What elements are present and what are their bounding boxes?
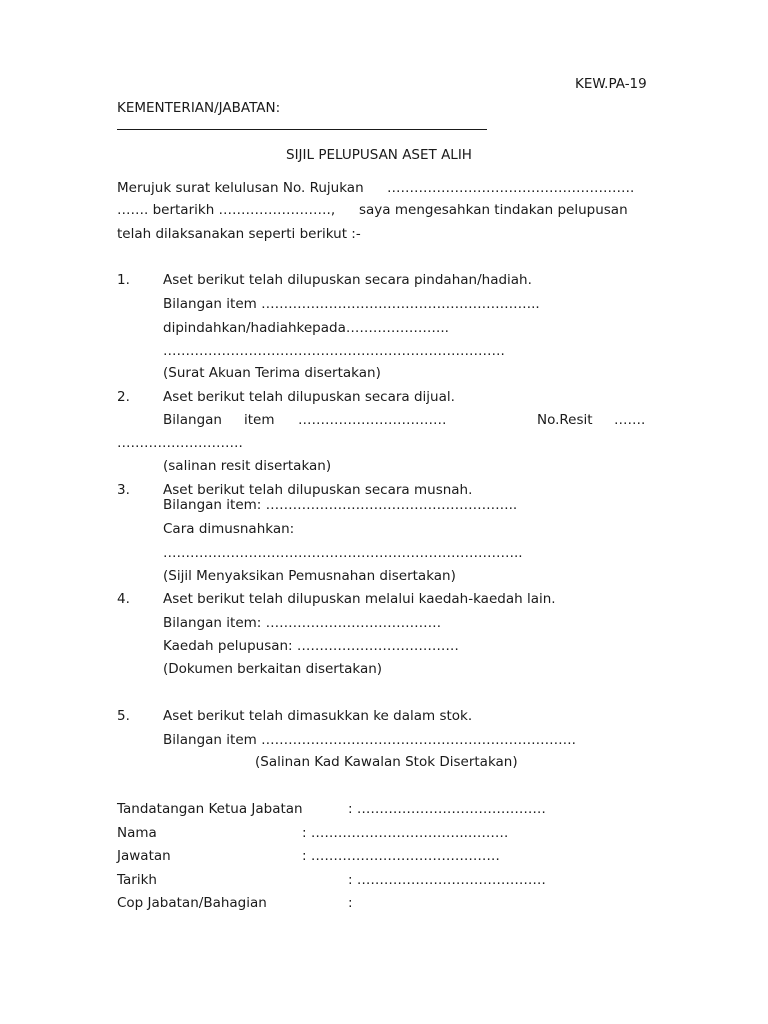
signature-label: Tandatangan Ketua Jabatan — [117, 801, 303, 817]
item-2-note: (salinan resit disertakan) — [163, 458, 332, 474]
item-4-number: 4. — [117, 591, 130, 607]
item-5-note: (Salinan Kad Kawalan Stok Disertakan) — [255, 754, 518, 770]
item-4-note: (Dokumen berkaitan disertakan) — [163, 661, 383, 677]
stamp-value: : — [348, 895, 353, 911]
position-label: Jawatan — [117, 848, 171, 864]
position-value: : …………………………………… — [302, 848, 500, 864]
stamp-label: Cop Jabatan/Bahagian — [117, 895, 267, 911]
item-1-note: (Surat Akuan Terima disertakan) — [163, 365, 381, 381]
item-2-receipt-dots-cont: ………………………. — [117, 435, 243, 451]
item-1-number: 1. — [117, 272, 130, 288]
intro-line-1-dots: ………………………………………………. — [387, 180, 635, 196]
item-1-recipient: dipindahkan/hadiahkepada………………….. — [163, 320, 449, 336]
item-3-method-label: Cara dimusnahkan: — [163, 521, 295, 537]
item-2-count-label-a: Bilangan — [163, 412, 222, 428]
item-4-heading: Aset berikut telah dilupuskan melalui kaedah-kaedah lain. — [163, 591, 556, 607]
item-1-recipient-dots: …………………………………………………………………. — [163, 343, 505, 359]
item-2-heading: Aset berikut telah dilupuskan secara dijual. — [163, 389, 455, 405]
ministry-underline — [117, 129, 487, 130]
document-title: SIJIL PELUPUSAN ASET ALIH — [286, 147, 472, 163]
item-2-receipt-dots: ……. — [614, 412, 646, 428]
item-5-count: Bilangan item ……………………………………………………………. — [163, 732, 576, 748]
item-1-heading: Aset berikut telah dilupuskan secara pindahan/hadiah. — [163, 272, 532, 288]
item-2-count-dots: …………………………… — [298, 412, 447, 428]
item-2-receipt-label: No.Resit — [537, 412, 593, 428]
item-4-method: Kaedah pelupusan: ……………………………… — [163, 638, 459, 654]
intro-line-2-right: saya mengesahkan tindakan pelupusan — [359, 202, 628, 218]
item-3-method-dots: …………………………………………………………………….. — [163, 545, 523, 561]
item-3-number: 3. — [117, 482, 130, 498]
item-3-heading: Aset berikut telah dilupuskan secara musnah. — [163, 482, 473, 498]
date-value: : …………………………………… — [348, 872, 546, 888]
item-1-count: Bilangan item …………………………………………………….. — [163, 296, 540, 312]
intro-line-2-left: ……. bertarikh ……………………., — [117, 202, 336, 218]
intro-line-1-left: Merujuk surat kelulusan No. Rujukan — [117, 180, 364, 196]
intro-line-3: telah dilaksanakan seperti berikut :- — [117, 226, 361, 242]
signature-value: : …………………………………… — [348, 801, 546, 817]
item-5-heading: Aset berikut telah dimasukkan ke dalam stok. — [163, 708, 473, 724]
form-code: KEW.PA-19 — [575, 76, 647, 92]
item-2-number: 2. — [117, 389, 130, 405]
ministry-label: KEMENTERIAN/JABATAN: — [117, 100, 281, 116]
item-3-count: Bilangan item: ……………………………………………….. — [163, 497, 518, 513]
item-5-number: 5. — [117, 708, 130, 724]
name-value: : ……………………………..……… — [302, 825, 509, 841]
date-label: Tarikh — [117, 872, 157, 888]
item-2-count-label-b: item — [244, 412, 275, 428]
item-4-count: Bilangan item: ………………………………… — [163, 615, 442, 631]
item-3-note: (Sijil Menyaksikan Pemusnahan disertakan) — [163, 568, 456, 584]
name-label: Nama — [117, 825, 157, 841]
